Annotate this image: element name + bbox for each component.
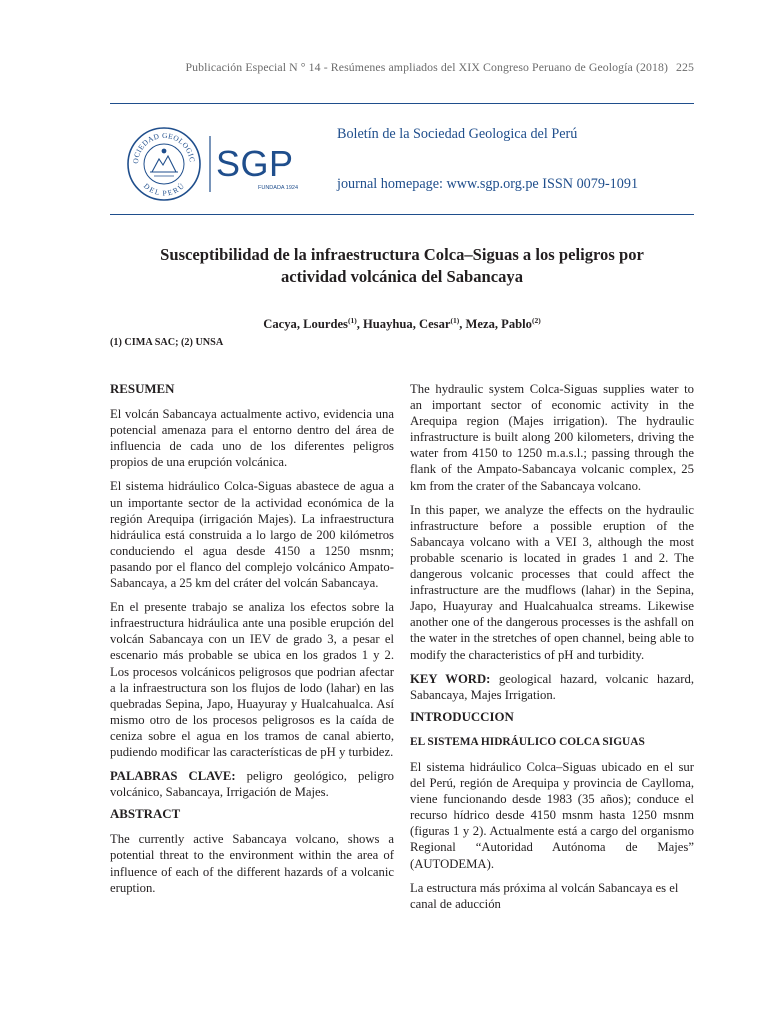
introduccion-paragraph-1: El sistema hidráulico Colca–Siguas ubicado en el sur del Perú, región de Arequipa y provincia de Caylloma, viene funcionando desde 1983 (35 años); conduce el recurso hídrico desde 4150 msnm hasta 1250 msnm (figuras 1 y 2). Actualmente está a cargo del organismo Regional “Autoridad Autónoma de Majes” (AUTODEMA). [410,759,694,871]
paper-title [110,244,694,288]
abstract-paragraph-1: The currently active Sabancaya volcano, shows a potential threat to the environment within the area of influence of each of the different hazards of a volcanic eruption. [110,832,394,895]
logo-ring-bottom-text: DEL PERÚ [141,181,187,198]
author-name: Huayhua, Cesar [363,317,451,331]
logo-founded: FUNDADA 1924 [258,185,299,191]
svg-text:SOCIEDAD GEOLOGICA [126,126,197,164]
palabras-clave-label: PALABRAS CLAVE: [110,769,236,784]
abstract-paragraph-2: The hydraulic system Colca-Siguas supplies water to an important sector of economic activity in the Arequipa region (Majes irrigation). The hydraulic infrastructure is built along 200 kilometers, driving the water from 4150 to 1250 m.a.s.l.; passing through the flank of the Ampato-Sabancaya volcanic complex, 25 km from the crater of the Sabancaya volcano. [410,382,694,493]
resumen-paragraph-1: El volcán Sabancaya actualmente activo, evidencia una potencial amenaza para el entorno dentro del área de influencia de cada uno de los diferentes peligros propios de una erupción volcánica. [110,407,394,470]
resumen-heading: RESUMEN [110,382,175,396]
abstract-heading: ABSTRACT [110,807,181,822]
sgp-logo [126,126,316,207]
palabras-clave-text: peligro geológico, peligro volcánico, Sabancaya, Irrigación de Majes. [110,769,394,800]
running-title: Publicación Especial N ° 14 - Resúmenes ampliados del XIX Congreso Peruano de Geología (2018) [185,60,668,74]
author-separator: , [356,317,363,331]
right-column [410,381,694,920]
key-word-text: geological hazard, volcanic hazard, Sabancaya, Majes Irrigation. [410,671,695,702]
key-word-label: KEY WORD: [410,671,491,686]
paper-title-line-1: Susceptibilidad de la infraestructura Colca–Siguas a los peligros por [160,245,644,264]
sgp-logo-graphic [126,126,316,202]
journal-name: Boletín de la Sociedad Geologica del Perú [337,126,578,142]
svg-text:DEL PERÚ [142,180,186,197]
author-name: Meza, Pablo [465,317,532,331]
logo-ring-top-text: OCIEDAD GEOLOGIC [130,130,198,165]
author-name: Cacya, Lourdes [263,317,348,331]
resumen-paragraph-3: En el presente trabajo se analiza los efectos sobre la infraestructura hidráulica ante una posible erupción del volcán Sabancaya con un IEV de grado 3, a pesar el escenario más probable se ubica en los grados 1 y 2. Los procesos volcánicos peligrosos que podrian afectar a la infraestructura son los flujos de lodo (lahar) en las quebradas Sepina, Japo, Huayuray y Hualcahualca. Así mismo otro de los procesos peligrosos es la caída de ceniza sobre el agua en los tramos de canal abierto, pudiendo modificar las características de pH y turbidez. [110,600,394,759]
resumen-paragraph-2: El sistema hidráulico Colca-Siguas abastece de agua a un importante sector de la actividad económica de la región Arequipa (irrigación Majes). La infraestructura hidráulica está construida a lo largo de 200 kilómetros conduciendo el agua desde 4150 a 1250 msnm; pasando por el flanco del complejo volcánico Ampato-Sabancaya, a 25 km del cráter del volcán Sabancaya. [110,479,394,591]
logo-emblem-icon [150,149,178,176]
journal-homepage-link[interactable]: journal homepage: www.sgp.org.pe ISSN 0079-1091 [337,176,639,192]
abstract-paragraph-3: In this paper, we analyze the effects on the hydraulic infrastructure before a possible eruption of the Sabancaya volcano with a VEI 3, although the most probable scenario is located in grades 1 and 2. The dangerous volcanic processes that could affect the infrastructure are the mudflows (lahar) in the Sepina, Japo, Huayuray and Hualcahualca streams. Likewise another one of the dangerous processes is the ashfall on the water in the stretches of open channel, being able to modify the characteristics of pH and turbidity. [410,502,694,662]
author-separator: , [459,317,466,331]
introduccion-paragraph-2: La estructura más próxima al volcán Sabancaya es el canal de aducción [410,880,679,911]
paper-title-line-2: actividad volcánica del Sabancaya [280,267,523,286]
palabras-clave [110,768,394,800]
author-affiliation-mark: (1) [347,316,357,325]
introduccion-subheading: EL SISTEMA HIDRÁULICO COLCA SIGUAS [410,735,645,748]
left-column [110,381,394,904]
logo-acronym: SGP [216,143,294,184]
page-number: 225 [676,60,694,74]
introduccion-heading: INTRODUCCION [410,709,514,724]
key-word [410,671,694,703]
running-header [110,60,694,75]
author-affiliation-mark: (2) [531,316,541,325]
header-rule-top [110,103,694,104]
author-affiliation-mark: (1) [450,316,460,325]
header-rule-bottom [110,214,694,215]
author-list [110,316,694,332]
affiliations: (1) CIMA SAC; (2) UNSA [110,337,224,348]
